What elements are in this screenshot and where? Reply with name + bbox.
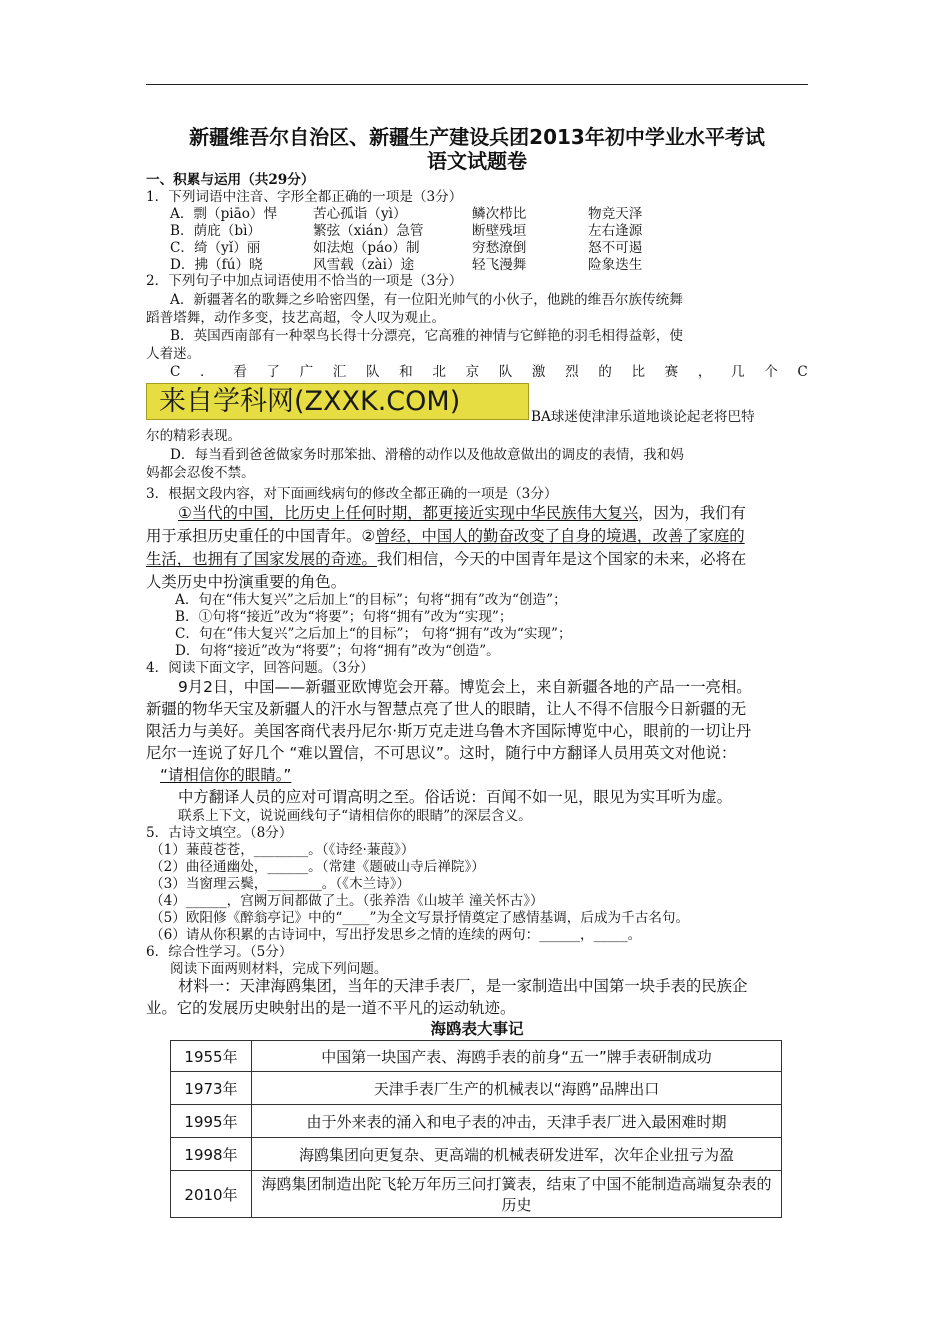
q4-passage-line6: 中方翻译人员的应对可谓高明之至。俗话说：百闻不如一见，眼见为实耳听为虚。 (178, 788, 733, 806)
q4-stem: 4．阅读下面文字，回答问题。（3分） (146, 660, 374, 676)
events-table (170, 1040, 782, 1218)
q3-option-d: D．句将“接近”改为“将要”；句将“拥有”改为“创造”。 (175, 643, 500, 659)
q4-passage-line1: 9月2日，中国——新疆亚欧博览会开幕。博览会上，来自新疆各地的产品一一亮相。 (178, 678, 752, 696)
q2-option-b: B．英国西南部有一种翠鸟长得十分漂亮，它高雅的神情与它鲜艳的羽毛相得益彰，使 (170, 328, 683, 344)
q2-stem: 2．下列句子中加点词语使用不恰当的一项是（3分） (146, 273, 463, 289)
q3-passage-line3: 生活，也拥有了国家发展的奇迹。我们相信，今天的中国青年是这个国家的未来，必将在 (146, 550, 747, 568)
section-heading: 一、积累与运用（共29分） (146, 172, 315, 188)
q3-stem: 3．根据文段内容，对下面画线病句的修改全都正确的一项是（3分） (146, 486, 558, 502)
q6-intro: 阅读下面两则材料，完成下列问题。 (170, 961, 388, 977)
q5-stem: 5．古诗文填空。（8分） (146, 825, 293, 841)
q3-passage-line4: 人类历史中扮演重要的角色。 (146, 573, 347, 591)
exam-title: 新疆维吾尔自治区、新疆生产建设兵团2013年初中学业水平考试 (189, 125, 765, 149)
q1-stem: 1．下列词语中注音、字形全都正确的一项是（3分） (146, 189, 463, 205)
table-row: 2010年 海鸥集团制造出陀飞轮万年历三问打簧表，结束了中国不能制造高端复杂表的历史 (171, 1171, 782, 1218)
exam-page: 新疆维吾尔自治区、新疆生产建设兵团2013年初中学业水平考试 语文试题卷 一、积累与运用（共29分） 1．下列词语中注音、字形全都正确的一项是（3分） A．剽（piāo）悍 苦心孤诣（yì） 鳞次栉比 物竞天泽 B．荫庇（bì） 繁弦（xián）急管 断壁残垣 左右逢源 C．绮（yǐ）丽 如法炮（páo）制 穷愁潦倒 怒不可遏 D．拂（fú）晓 风雪载（zài）途 轻飞漫舞 险象迭生 2．下列句子中加点词语使用不恰当的一项是（3分） A．新疆著名的歌舞之乡哈密四堡，有一位阳光帅气的小伙子，他跳的维吾尔族传统舞 蹈普塔舞，动作多变，技艺高超，令人叹为观止。 B．英国西南部有一种翠鸟长得十分漂亮，它高雅的神情与它鲜艳的羽毛相得益彰，使 人着迷。 C ． 看 了 广 汇 队 和 北 京 队 激 烈 的 比 赛 ， 几 个 C 来自学科网(ZXXK.COM) BA球迷使津津乐道地谈论起老将巴特 尔的精彩表现。 D．每当看到爸爸做家务时那笨拙、滑稽的动作以及他故意做出的调皮的表情，我和妈 妈都会忍俊不禁。 3．根据文段内容，对下面画线病句的修改全都正确的一项是（3分） ①当代的中国，比历史上任何时期，都更接近实现中华民族伟大复兴，因为，我们有 用于承担历史重任的中国青年。②曾经，中国人的勤奋改变了自身的境遇，改善了家庭的 生活，也拥有了国家发展的奇迹。我们相信，今天的中国青年是这个国家的未来，必将在 人类历史中扮演重要的角色。 A．句在“伟大复兴”之后加上“的目标”；句将“拥有”改为“创造”； B．①句将“接近”改为“将要”；句将“拥有”改为“实现”； C．句在“伟大复兴”之后加上“的目标”； 句将“拥有”改为“实现”； D．句将“接近”改为“将要”；句将“拥有”改为“创造”。 4．阅读下面文字，回答问题。（3分） 9月2日，中国——新疆亚欧博览会开幕。博览会上，来自新疆各地的产品一一亮相。 新疆的物华天宝及新疆人的汗水与智慧点亮了世人的眼睛，让人不得不信服今日新疆的无 限活力与美好。美国客商代表丹尼尔·斯万克走进乌鲁木齐国际博览中心，眼前的一切让丹 尼尔一连说了好几个 “难以置信，不可思议”。这时，随行中方翻译人员用英文对他说： “请相信你的眼睛。” 中方翻译人员的应对可谓高明之至。俗话说：百闻不如一见，眼见为实耳听为虚。 联系上下文，说说画线句子“请相信你的眼睛”的深层含义。 5．古诗文填空。（8分） （1）蒹葭苍苍，________。（《诗经·蒹葭》） （2）曲径通幽处，______。（常建《题破山寺后禅院》） （3）当窗理云鬓，________。（《木兰诗》） （4）______，宫阙万间都做了土。（张养浩《山坡羊 潼关怀古》） （5）欧阳修《醉翁亭记》中的“____”为全文写景抒情奠定了感情基调，后成为千古名句。 （6）请从你积累的古诗词中，写出抒发思乡之情的连续的两句：______，_____。 6．综合性学习。（5分） 阅读下面两则材料，完成下列问题。 材料一：天津海鸥集团，当年的天津手表厂，是一家制造出中国第一块手表的民族企 业。它的发展历史映射出的是一道不平凡的运动轨迹。 海鸥表大事记 1955年 中国第一块国产表、海鸥手表的前身“五一”牌手表研制成功 1973年 天津手表厂生产的机械表以“海鸥”品牌出口 1995年 由于外来表的涌入和电子表的冲击，天津手表厂进入最困难时期 1998年 海鸥集团向更复杂、更高端的机械表研发进军，次年企业扭亏为盈 2010年 海鸥集团制造出陀飞轮万年历三问打簧表，结束了中国不能制造高端复杂表的历史 (0, 0, 950, 1344)
table-row: 1998年 海鸥集团向更复杂、更高端的机械表研发进军，次年企业扭亏为盈 (171, 1138, 782, 1171)
table-row: 1973年 天津手表厂生产的机械表以“海鸥”品牌出口 (171, 1072, 782, 1105)
q3-option-b: B．①句将“接近”改为“将要”；句将“拥有”改为“实现”； (175, 609, 513, 625)
top-rule (146, 84, 808, 85)
q4-task: 联系上下文，说说画线句子“请相信你的眼睛”的深层含义。 (178, 808, 532, 824)
q2-option-a: A．新疆著名的歌舞之乡哈密四堡，有一位阳光帅气的小伙子，他跳的维吾尔族传统舞 (170, 292, 683, 308)
watermark-logo: 来自学科网(ZXXK.COM) (146, 383, 529, 420)
q3-option-a: A．句在“伟大复兴”之后加上“的目标”；句将“拥有”改为“创造”； (175, 592, 567, 608)
table-title: 海鸥表大事记 (430, 1020, 524, 1038)
q5-item-5: （5）欧阳修《醉翁亭记》中的“____”为全文写景抒情奠定了感情基调，后成为千古名句。 (150, 910, 690, 926)
q6-material1-line2: 业。它的发展历史映射出的是一道不平凡的运动轨迹。 (146, 999, 516, 1017)
q5-item-3: （3）当窗理云鬓，________。（《木兰诗》） (150, 876, 411, 892)
q2-option-c-cont2: 尔的精彩表现。 (146, 428, 242, 444)
q5-item-2: （2）曲径通幽处，______。（常建《题破山寺后禅院》） (150, 859, 485, 875)
q2-option-c-cont: BA球迷使津津乐道地谈论起老将巴特 (531, 409, 755, 425)
q6-stem: 6．综合性学习。（5分） (146, 944, 293, 960)
q4-passage-line3: 限活力与美好。美国客商代表丹尼尔·斯万克走进乌鲁木齐国际博览中心，眼前的一切让丹 (146, 722, 752, 740)
q4-underlined-quote: “请相信你的眼睛。” (160, 766, 292, 784)
q4-passage-line4: 尼尔一连说了好几个 “难以置信，不可思议”。这时，随行中方翻译人员用英文对他说： (146, 744, 737, 762)
exam-subtitle: 语文试题卷 (427, 149, 527, 173)
q3-option-c: C．句在“伟大复兴”之后加上“的目标”； 句将“拥有”改为“实现”； (175, 626, 572, 642)
q5-item-1: （1）蒹葭苍苍，________。（《诗经·蒹葭》） (150, 842, 415, 858)
q2-option-b-cont: 人着迷。 (146, 346, 201, 362)
q2-option-d-cont: 妈都会忍俊不禁。 (146, 465, 255, 481)
q5-item-6: （6）请从你积累的古诗词中，写出抒发思乡之情的连续的两句：______，_____。 (150, 927, 642, 943)
q4-passage-line2: 新疆的物华天宝及新疆人的汗水与智慧点亮了世人的眼睛，让人不得不信服今日新疆的无 (146, 700, 747, 718)
q3-passage-line1: ①当代的中国，比历史上任何时期，都更接近实现中华民族伟大复兴，因为，我们有 (178, 504, 746, 522)
q2-option-a-cont: 蹈普塔舞，动作多变，技艺高超，令人叹为观止。 (146, 310, 446, 326)
q5-item-4: （4）______，宫阙万间都做了土。（张养浩《山坡羊 潼关怀古》） (150, 893, 544, 909)
q6-material1-line1: 材料一：天津海鸥集团，当年的天津手表厂，是一家制造出中国第一块手表的民族企 (178, 977, 748, 995)
table-row: 1995年 由于外来表的涌入和电子表的冲击，天津手表厂进入最困难时期 (171, 1105, 782, 1138)
q2-option-d: D．每当看到爸爸做家务时那笨拙、滑稽的动作以及他故意做出的调皮的表情，我和妈 (170, 447, 684, 463)
table-row: 1955年 中国第一块国产表、海鸥手表的前身“五一”牌手表研制成功 (171, 1041, 782, 1072)
q3-passage-line2: 用于承担历史重任的中国青年。②曾经，中国人的勤奋改变了自身的境遇，改善了家庭的 (146, 527, 745, 545)
q2-option-c: C ． 看 了 广 汇 队 和 北 京 队 激 烈 的 比 赛 ， 几 个 C (170, 364, 808, 380)
